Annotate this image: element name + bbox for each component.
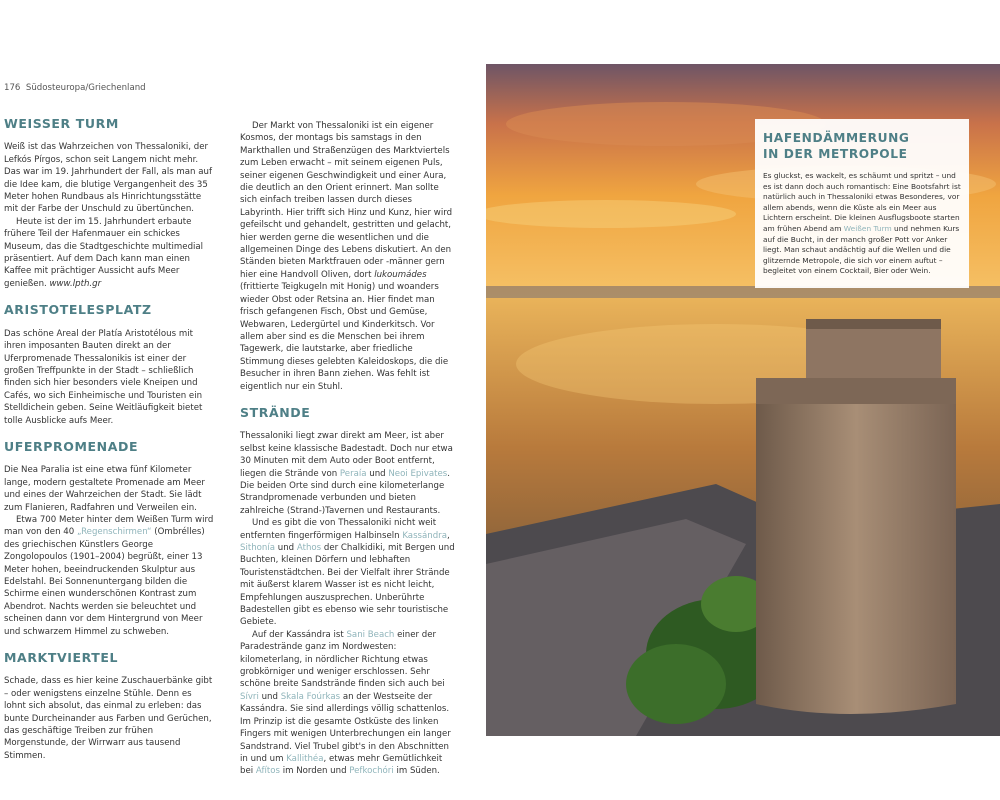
paragraph-text: (frittierte Teigkugeln mit Honig) und woanders wieder Obst oder Retsina an. Hier findet man frisch gefangenen Fisch, Obst und Gemüse, Webwaren, Ledergürtel und Kinderkitsch. Vor allem aber sind es die Menschen bei ihrem Tagewerk, die lautstarke, aber friedliche Stimmung dieses gelebten Kaleidoskops, die die Besucher in ihren Bann ziehen. Was fehlt ist eigentlich nur ein Stuhl. xyxy=(240,282,449,392)
info-box xyxy=(755,119,969,288)
section-straende xyxy=(240,404,455,778)
paragraph-text: im Norden und xyxy=(282,766,347,777)
info-box-body xyxy=(763,171,961,277)
section-title: STRÄNDE xyxy=(240,404,311,420)
highlight-term: Sani Beach xyxy=(346,629,395,640)
highlight-term: Peraía xyxy=(339,468,367,479)
page-number: 176 xyxy=(4,83,21,93)
paragraph-text: und xyxy=(261,691,278,702)
left-column xyxy=(4,118,216,776)
info-box-text: Es gluckst, es wackelt, es schäumt und spritzt – und es ist dann doch auch romantisch: Eine Bootsfahrt ist natürlich auch in Thessaloniki etwas Besonderes, vor allem abends, wenn die Küste als ein Meer aus Lichtern erscheint. Die kleinen Ausflugsboote starten am frühen Abend am xyxy=(763,171,961,233)
highlight-term: Kallithéa xyxy=(286,753,324,764)
highlight-term: Sithonía xyxy=(240,543,276,553)
highlight-term: Athos xyxy=(296,543,322,553)
emphasis-term: lukoumádes xyxy=(374,269,427,280)
section-weisser-turm xyxy=(4,118,216,290)
highlight-term: Weißen Turm xyxy=(843,223,892,233)
paragraph xyxy=(240,430,455,517)
section-title: ARISTOTELESPLATZ xyxy=(4,302,152,318)
section-uferpromenade xyxy=(4,438,216,638)
highlight-term: Pefkochóri xyxy=(349,766,394,777)
paragraph xyxy=(240,120,455,393)
section-marktviertel xyxy=(4,652,216,762)
highlight-term: „Regenschirmen“ xyxy=(76,527,152,538)
breadcrumb: Südosteuropa/Griechenland xyxy=(25,83,146,93)
highlight-term: Skala Foúrkas xyxy=(280,691,341,702)
info-box-text: und nehmen Kurs auf die Bucht, in der manch großer Pott vor Anker liegt. Man schaut andächtig auf die Wellen und die glitzernde Metropole, die sich vor einem auftut – begleitet von einem Cocktail, Bier oder Wein. xyxy=(763,223,960,276)
website-link[interactable]: www.lpth.gr xyxy=(49,278,102,289)
highlight-term: Neoi Epivates xyxy=(388,468,448,479)
highlight-term: Sívri xyxy=(240,691,259,702)
paragraph-text: . Die beiden Orte sind durch eine kilometerlange Strandpromenade verbunden und bieten zahlreiche (Strand-)Tavernen und Restaurants. xyxy=(240,468,450,516)
paragraph xyxy=(240,517,455,629)
page-header xyxy=(4,83,146,93)
highlight-term: Afítos xyxy=(255,766,280,777)
paragraph: Schade, dass es hier keine Zuschauerbänke gibt – oder wenigstens einzelne Stühle. Denn es lohnt sich absolut, das einmal zu erleben: das bunte Durcheinander aus Farben und Gerüchen, das geschäftige Treiben zur frühen Morgenstunde, der Wirrwarr aus tausend Stimmen. xyxy=(4,676,213,761)
paragraph-text: , etwas mehr Gemütlichkeit bei xyxy=(240,753,443,777)
paragraph-text: und xyxy=(277,543,295,553)
paragraph-text: der Chalkidiki, mit Bergen und Buchten, kleinen Dörfern und lebhaften Touristenstädtchen. Bei der Vielfalt ihrer Strände mit äußerst klarem Wasser ist es nicht leicht, Empfehlungen auszusprechen. Unberührte Badestellen gibt es ebenso wie sehr touristische Gebiete. xyxy=(240,543,455,628)
paragraph-text: Heute ist der im 15. Jahrhundert erbaute frühere Teil der Hafenmauer ein schickes Museum, das die Stadtgeschichte multimedial präsentiert. Auf dem Dach kann man einen Kaffee mit prächtiger Aussicht aufs Meer genießen. xyxy=(4,216,204,289)
middle-column xyxy=(240,120,455,792)
section-title: MARKTVIERTEL xyxy=(4,650,119,666)
paragraph-text: Etwa 700 Meter hinter dem Weißen Turm wird man von den 40 xyxy=(4,514,214,538)
paragraph-text: im Süden. xyxy=(396,766,440,777)
paragraph-text: Auf der Kassándra ist xyxy=(252,629,344,640)
paragraph: Die Nea Paralia ist eine etwa fünf Kilometer lange, modern gestaltete Promenade am Meer und eines der Wahrzeichen der Stadt. Sie lädt zum Flanieren, Radfahren und Verweilen ein. xyxy=(4,465,205,513)
paragraph-text: Der Markt von Thessaloniki ist ein eigener Kosmos, der montags bis samstags in den Markthallen und Straßenzügen des Marktviertels zum Leben erwacht – mit seinem eigenen Puls, seiner eigenen Geschwindigkeit und einer Aura, die deutlich an den Orient erinnert. Man sollte sich einfach treiben lassen durch dieses Labyrinth. Hier trifft sich Hinz und Kunz, hier wird gefeilscht und gehandelt, gestritten und gelacht, hier werden gerne die wesentlichen und die allgemeinen Dinge des Lebens diskutiert. An den Ständen bieten Marktfrauen oder -männer gern hier eine Handvoll Oliven, dort xyxy=(240,121,453,280)
paragraph-text: und xyxy=(369,468,386,479)
paragraph xyxy=(4,216,216,290)
paragraph-text: (Ombrélles) des griechischen Künstlers George Zongolopoulos (1901–2004) begrüßt, einer 13 Meter hohen, beeindruckenden Skulptur aus Edelstahl. Bei Sonnenuntergang bilden die Schirme einen wunderschönen Kontrast zum Abendrot. Nachts werden sie beleuchtet und scheinen dann vor dem Hintergrund von Meer und schwarzem Himmel zu schweben. xyxy=(4,527,205,637)
paragraph-text: , xyxy=(447,530,450,541)
info-box-title xyxy=(763,131,961,162)
paragraph xyxy=(240,629,455,778)
info-box-title-line: IN DER METROPOLE xyxy=(763,146,908,161)
paragraph-text: Und es gibt die von Thessaloniki nicht weit entfernten fingerförmigen Halbinseln xyxy=(240,518,437,541)
paragraph: Weiß ist das Wahrzeichen von Thessaloniki, der Lefkós Pírgos, schon seit Langem nicht mehr. Das war im 19. Jahrhundert der Fall, als man auf die Idee kam, die blutige Vergangenheit des 35 Meter hohen Rundbaus als Hinrichtungsstätte mit der Farbe der Unschuld zu übertünchen. xyxy=(4,142,212,215)
section-aristotelesplatz xyxy=(4,304,216,427)
paragraph-text: Thessaloniki liegt zwar direkt am Meer, ist aber selbst keine klassische Badestadt. Doch nur etwa 30 Minuten mit dem Auto oder Boot entfernt, liegen die Strände von xyxy=(240,431,453,479)
info-box-title-line: HAFENDÄMMERUNG xyxy=(763,131,910,145)
paragraph: Das schöne Areal der Platía Aristotélous mit ihren imposanten Bauten direkt an der Uferpromenade Thessalonikis ist einer der großen Treffpunkte in der Stadt – schließlich finden sich hier besonders viele Kneipen und Cafés, wo sich Einheimische und Touristen ein Stelldichein geben. Seine Weitläufigkeit bietet tolle Ausblicke aufs Meer. xyxy=(4,328,203,426)
paragraph-text: an der Westseite der Kassándra. Sie sind allerdings völlig schattenlos. Im Prinzip ist die gesamte Ostküste des linken Fingers mit wenigen Unterbrechungen ein langer Sandstrand. Viel Trubel gibt's in den Abschnitten in und um xyxy=(240,691,451,764)
highlight-term: Kassándra xyxy=(402,530,447,541)
section-title: UFERPROMENADE xyxy=(4,438,139,454)
paragraph-text: einer der Paradestrände ganz im Nordwesten: kilometerlang, in nördlicher Richtung etwas grobkörniger und weniger erschlossen. Sehr schöne breite Sandstrände finden sich auch bei xyxy=(240,629,445,690)
section-markt-continued xyxy=(240,120,455,393)
paragraph xyxy=(4,514,216,638)
section-title: WEISSER TURM xyxy=(4,116,119,131)
